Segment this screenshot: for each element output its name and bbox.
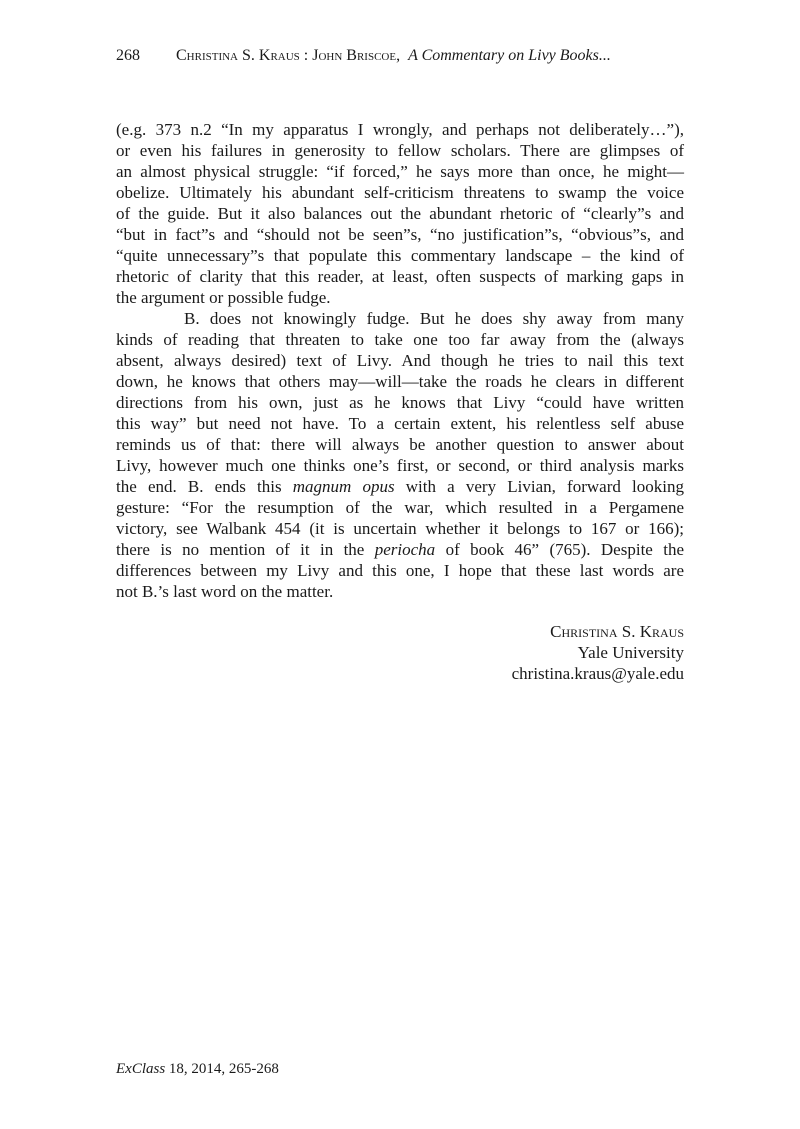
text-segment: with a very Livian, forward looking (394, 477, 684, 496)
text-line (116, 434, 684, 455)
signature-block (512, 621, 684, 684)
text-line (116, 287, 684, 308)
text-segment: Livy, however much one thinks one’s first, or second, or third analysis marks (116, 456, 684, 475)
paragraph (116, 119, 684, 308)
paragraph (116, 308, 684, 602)
text-segment: the argument or possible fudge. (116, 288, 331, 307)
text-segment: “quite unnecessary”s that populate this commentary landscape – the kind of (116, 246, 684, 265)
text-segment: down, he knows that others may—will—take the roads he clears in different (116, 372, 684, 391)
text-line (116, 581, 684, 602)
header-authors: Christina S. Kraus : John Briscoe, (176, 47, 401, 64)
text-segment: rhetoric of clarity that this reader, at least, often suspects of marking gaps in (116, 267, 684, 286)
text-line (116, 203, 684, 224)
text-line (116, 161, 684, 182)
text-segment: victory, see Walbank 454 (it is uncertain whether it belongs to 167 or 166); (116, 519, 684, 538)
page-number: 268 (116, 47, 140, 64)
author-affiliation: Yale University (577, 643, 684, 662)
journal-name: ExClass (116, 1061, 166, 1077)
text-line (116, 560, 684, 581)
text-segment: of book 46” (765). Despite the (435, 540, 684, 559)
journal-citation: 18, 2014, 265-268 (165, 1061, 279, 1077)
text-line (116, 350, 684, 371)
text-segment: gesture: “For the resumption of the war, which resulted in a Pergamene (116, 498, 684, 517)
text-segment: an almost physical struggle: “if forced,” he says more than once, he might— (116, 162, 684, 181)
text-segment: the end. B. ends this (116, 477, 293, 496)
text-line (116, 497, 684, 518)
running-header (116, 47, 611, 65)
text-segment: differences between my Livy and this one, I hope that these last words are (116, 561, 684, 580)
text-line (116, 476, 684, 497)
text-line (116, 413, 684, 434)
text-line (116, 308, 684, 329)
text-segment: not B.’s last word on the matter. (116, 582, 334, 601)
text-segment: absent, always desired) text of Livy. And though he tries to nail this text (116, 351, 684, 370)
page-footer (116, 1061, 279, 1078)
article-body (116, 119, 684, 602)
text-segment: kinds of reading that threaten to take one too far away from the (always (116, 330, 684, 349)
text-line (116, 539, 684, 560)
header-title: A Commentary on Livy Books... (408, 47, 611, 64)
text-segment: B. does not knowingly fudge. But he does shy away from many (184, 309, 684, 328)
text-segment: directions from his own, just as he knows that Livy “could have written (116, 393, 684, 412)
text-line (116, 329, 684, 350)
text-line (116, 392, 684, 413)
text-line (116, 224, 684, 245)
text-line (116, 245, 684, 266)
text-segment: “but in fact”s and “should not be seen”s, “no justification”s, “obvious”s, and (116, 225, 684, 244)
text-segment: or even his failures in generosity to fellow scholars. There are glimpses of (116, 141, 684, 160)
italic-text: periocha (374, 540, 436, 559)
text-segment: reminds us of that: there will always be another question to answer about (116, 435, 684, 454)
italic-text: magnum opus (292, 477, 395, 496)
text-segment: obelize. Ultimately his abundant self-criticism threatens to swamp the voice (116, 183, 684, 202)
text-segment: (e.g. 373 n.2 “In my apparatus I wrongly, and perhaps not deliberately…”), (116, 120, 684, 139)
text-line (116, 266, 684, 287)
text-segment: there is no mention of it in the (116, 540, 375, 559)
text-line (116, 140, 684, 161)
text-segment: of the guide. But it also balances out the abundant rhetoric of “clearly”s and (116, 204, 684, 223)
text-line (116, 518, 684, 539)
text-segment: this way” but need not have. To a certain extent, his relentless self abuse (116, 414, 684, 433)
text-line (116, 119, 684, 140)
text-line (116, 455, 684, 476)
author-email[interactable]: christina.kraus@yale.edu (511, 664, 684, 683)
text-line (116, 371, 684, 392)
author-name: Christina S. Kraus (550, 622, 684, 641)
text-line (116, 182, 684, 203)
